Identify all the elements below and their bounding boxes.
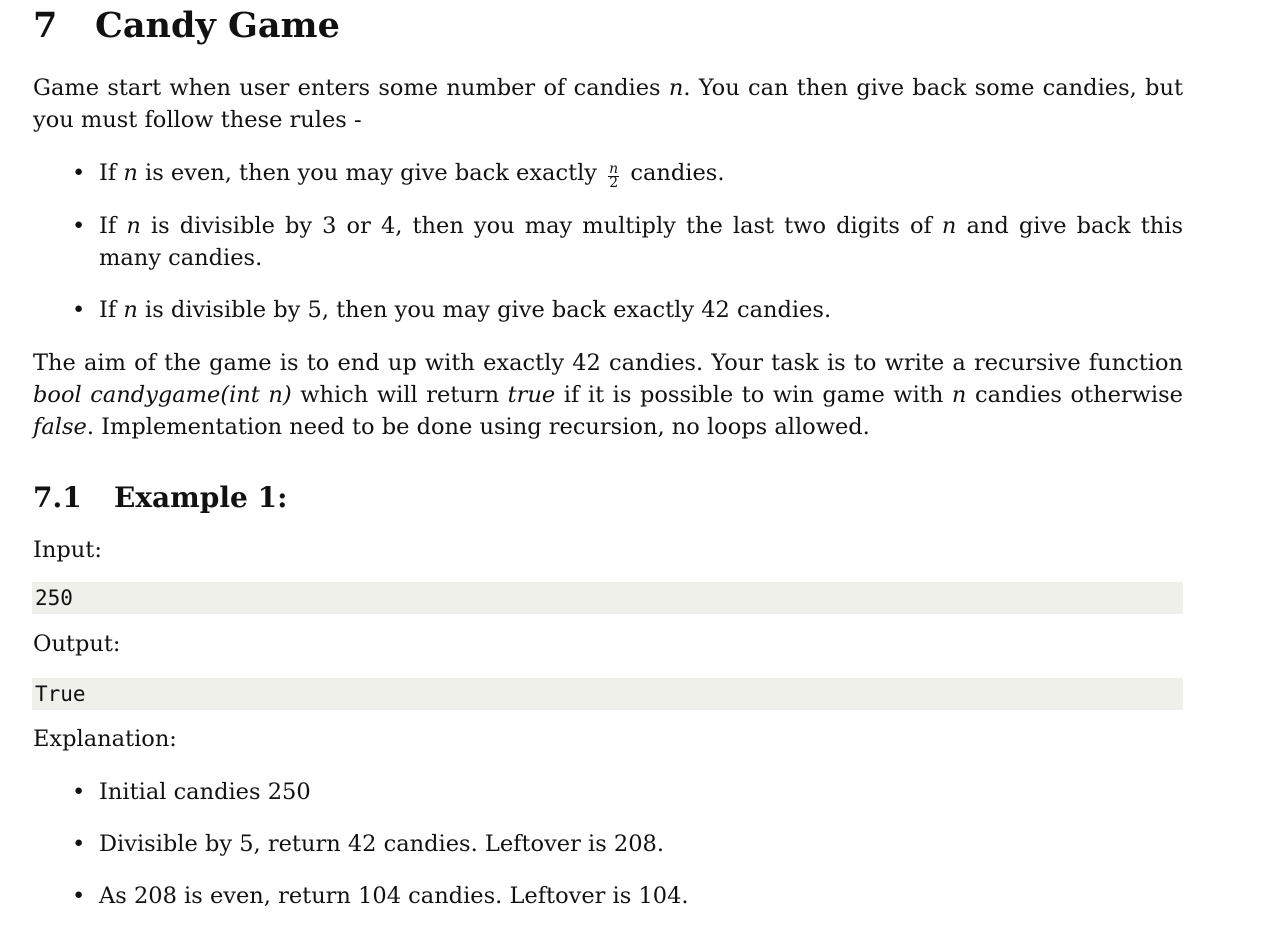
explanation-item: [72, 776, 1183, 808]
bullet-icon: •: [72, 831, 86, 857]
explanation-item: [72, 880, 1183, 912]
var-n: n: [126, 213, 141, 239]
aim-text: . Implementation need to be done using recursion, no loops allowed.: [86, 414, 870, 440]
bullet-icon: •: [72, 779, 86, 805]
section-title: [33, 4, 340, 48]
rule-item: [72, 210, 1183, 274]
section-number: 7: [33, 5, 58, 46]
var-n: n: [123, 160, 138, 186]
explanation-list: [72, 776, 1183, 932]
example-title-text: Example 1:: [114, 481, 288, 514]
rule-text: If: [99, 160, 124, 186]
var-n: n: [951, 382, 967, 408]
aim-text: which will return: [291, 382, 508, 408]
rule-item: [72, 294, 1183, 326]
explanation-label: Explanation:: [33, 726, 177, 752]
output-label: Output:: [33, 631, 121, 657]
explanation-item: [72, 828, 1183, 860]
explanation-text: Initial candies 250: [99, 779, 311, 805]
aim-text: if it is possible to win game with: [555, 382, 952, 408]
rules-list: [72, 157, 1183, 346]
fraction-denominator: 2: [609, 175, 619, 191]
rule-text: and give back this many candies.: [99, 213, 1183, 271]
intro-paragraph: [33, 72, 1183, 136]
function-signature: bool candygame(int n): [33, 382, 292, 408]
fraction-numerator: n: [609, 161, 619, 177]
rule-text: candies.: [623, 160, 725, 186]
rule-item: [72, 157, 1183, 190]
rule-text: If: [99, 213, 127, 239]
section-title-text: Candy Game: [95, 5, 340, 46]
rule-text: is divisible by 3 or 4, then you may multiply the last two digits of: [140, 213, 942, 239]
rule-text: is even, then you may give back exactly: [137, 160, 605, 186]
input-label: Input:: [33, 537, 102, 563]
var-n: n: [941, 213, 957, 239]
output-code-block: True: [32, 678, 1183, 710]
intro-text-2: . You can then give back some candies, but you must follow these rules -: [33, 75, 1183, 133]
bullet-icon: •: [72, 213, 86, 239]
bullet-icon: •: [72, 883, 86, 909]
input-code-block: 250: [32, 582, 1183, 614]
rule-text: If: [99, 297, 124, 323]
example-title: [33, 480, 287, 516]
aim-text: candies otherwise: [966, 382, 1183, 408]
bullet-icon: •: [72, 160, 86, 186]
bullet-icon: •: [72, 297, 86, 323]
true-keyword: true: [507, 382, 556, 408]
var-n: n: [123, 297, 138, 323]
aim-text: The aim of the game is to end up with exactly 42 candies. Your task is to write a recursive function: [33, 350, 1183, 376]
explanation-text: As 208 is even, return 104 candies. Leftover is 104.: [99, 883, 689, 909]
var-n: n: [668, 75, 684, 101]
aim-paragraph: [33, 347, 1183, 443]
false-keyword: false: [33, 414, 87, 440]
explanation-text: Divisible by 5, return 42 candies. Leftover is 208.: [99, 831, 664, 857]
rule-text: is divisible by 5, then you may give back exactly 42 candies.: [137, 297, 832, 323]
intro-text-1: Game start when user enters some number of candies: [33, 75, 669, 101]
example-number: 7.1: [33, 481, 82, 514]
fraction-n-over-2: [608, 163, 619, 190]
